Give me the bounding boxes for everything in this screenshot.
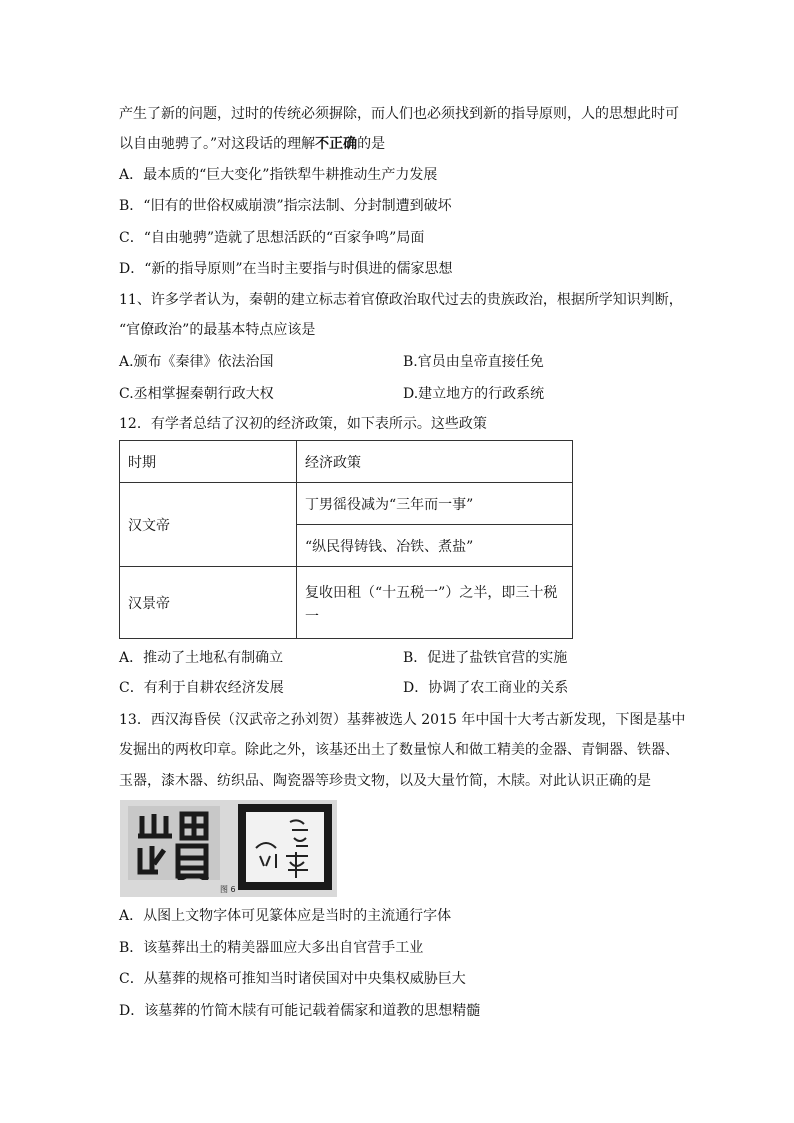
q11-option-d: D.建立地方的行政系统 [403,386,545,402]
seal-figure [120,800,337,897]
q11-option-b: B.官员由皇帝直接任免 [403,354,544,370]
q12-option-c: C．有利于自耕农经济发展 [119,680,284,696]
q10-option-b: B．“旧有的世俗权威崩溃”指宗法制、分封制遭到破坏 [119,198,452,214]
policy-table [119,440,573,639]
table-cell-wendi-policy-1: 丁男徭役减为“三年而一事” [297,483,573,525]
q13-stem-line1: 13．西汉海昏侯（汉武帝之孙刘贺）基葬被选人 2015 年中国十大考古新发现，下图是基中 [119,712,686,728]
q10-stem-post: 的是 [357,136,386,152]
table-cell-jingdi: 汉景帝 [120,567,297,639]
table-cell-wendi-policy-2: “纵民得铸钱、冶铁、煮盐” [297,525,573,567]
q12-stem: 12．有学者总结了汉初的经济政策，如下表所示。这些政策 [119,416,487,432]
q10-text-line2 [119,134,385,154]
table-cell-wendi: 汉文帝 [120,483,297,567]
q13-option-a: A．从图上文物字体可见篆体应是当时的主流通行字体 [119,908,452,924]
jingdi-policy-line2: 一 [305,608,319,625]
table-header-period: 时期 [120,441,297,483]
figure-caption: 图 6 [220,885,236,894]
q10-option-a: A．最本质的“巨大变化”指铁犁牛耕推动生产力发展 [119,167,438,183]
table-row [120,483,573,525]
q11-option-a: A.颁布《秦律》依法治国 [119,354,274,370]
q13-stem-line2: 发掘出的两枚印章。除此之外，该基还出土了数量惊人和做工精美的金器、青铜器、铁器、 [119,742,679,758]
q10-option-c: C．“自由驰骋”造就了思想活跃的“百家争鸣”局面 [119,230,425,246]
q11-stem-line1: 11、许多学者认为，秦朝的建立标志着官僚政治取代过去的贵族政治，根据所学知识判断， [119,292,683,308]
table-cell-jingdi-policy [297,567,573,639]
seal-left-glyphs [128,806,220,880]
q10-stem-emphasis: 不正确 [315,136,358,152]
seal-image-left [128,806,220,880]
table-header-row [120,441,573,483]
q10-option-d: D．“新的指导原则”在当时主要指与时俱进的儒家思想 [119,261,453,277]
q11-option-c: C.丞相掌握秦朝行政大权 [119,386,274,402]
q13-stem-line3: 玉器，漆木器、纺织品、陶瓷器等珍贵文物，以及大量竹简，木牍。对此认识正确的是 [119,773,651,789]
table-row [120,567,573,639]
seal-right-glyphs [246,812,324,882]
seal-image-right [238,804,332,890]
table-header-policy: 经济政策 [297,441,573,483]
q12-option-a: A．推动了土地私有制确立 [119,650,284,666]
jingdi-policy-line1: 复收田租（“十五税一”）之半，即三十税 [305,584,558,601]
q10-text-line1: 产生了新的问题，过时的传统必须摒除，而人们也必须找到新的指导原则，人的思想此时可 [119,106,679,122]
q13-option-b: B．该墓葬出土的精美器皿应大多出自官营手工业 [119,940,424,956]
q11-stem-line2: “官僚政治”的最基本特点应该是 [119,322,316,338]
q12-option-b: B．促进了盐铁官营的实施 [403,650,568,666]
q12-option-d: D．协调了农工商业的关系 [403,680,569,696]
q13-option-d: D．该墓葬的竹简木牍有可能记载着儒家和道教的思想精髓 [119,1003,481,1019]
q10-stem-pre: 以自由驰骋了。”对这段话的理解 [119,136,316,152]
q13-option-c: C．从墓葬的规格可推知当时诸侯国对中央集权威胁巨大 [119,971,466,987]
